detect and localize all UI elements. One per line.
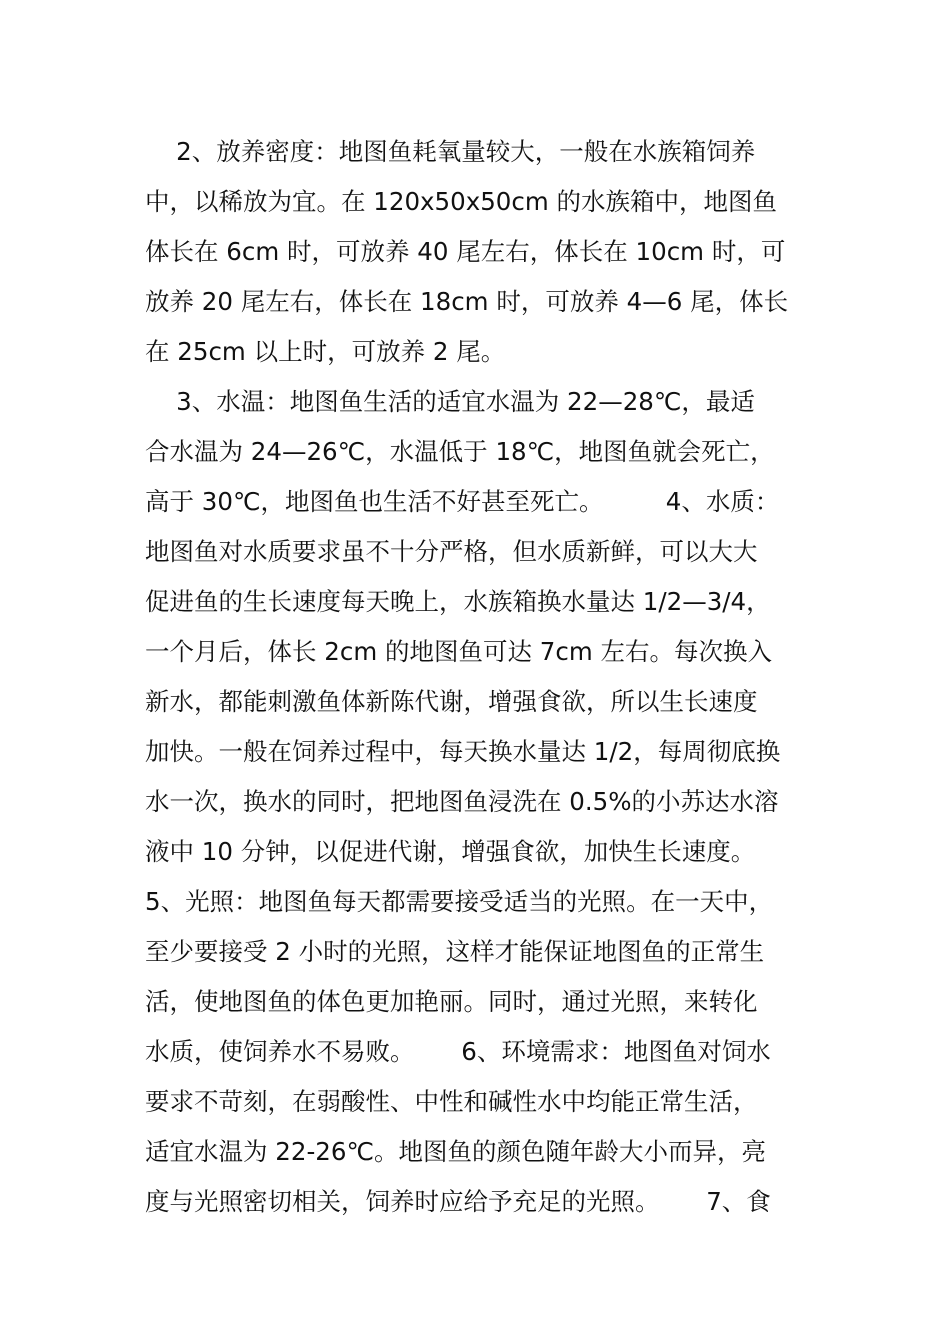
text-line: 水一次，换水的同时，把地图鱼浸洗在 0.5%的小苏达水溶 xyxy=(145,787,779,816)
text-line: 2、放养密度：地图鱼耗氧量较大，一般在水族箱饲养 xyxy=(145,137,756,166)
text-line: 3、水温：地图鱼生活的适宜水温为 22—28℃，最适 xyxy=(145,387,755,416)
text-line: 度与光照密切相关，饲养时应给予充足的光照。 7、食 xyxy=(145,1187,771,1216)
text-line: 中，以稀放为宜。在 120x50x50cm 的水族箱中，地图鱼 xyxy=(145,187,778,216)
text-line: 促进鱼的生长速度每天晚上，水族箱换水量达 1/2—3/4， xyxy=(145,587,771,616)
text-line: 体长在 6cm 时，可放养 40 尾左右，体长在 10cm 时，可 xyxy=(145,237,786,266)
text-line: 要求不苛刻，在弱酸性、中性和碱性水中均能正常生活， xyxy=(145,1087,758,1116)
text-line: 5、光照：地图鱼每天都需要接受适当的光照。在一天中， xyxy=(145,887,774,916)
text-line: 新水，都能刺激鱼体新陈代谢，增强食欲，所以生长速度 xyxy=(145,687,758,716)
text-line: 地图鱼对水质要求虽不十分严格，但水质新鲜，可以大大 xyxy=(145,537,758,566)
text-line: 水质，使饲养水不易败。 6、环境需求：地图鱼对饲水 xyxy=(145,1037,771,1066)
text-line: 在 25cm 以上时，可放养 2 尾。 xyxy=(145,337,506,366)
text-line: 合水温为 24—26℃，水温低于 18℃，地图鱼就会死亡， xyxy=(145,437,775,466)
text-line: 加快。一般在饲养过程中，每天换水量达 1/2，每周彻底换 xyxy=(145,737,781,766)
text-line: 适宜水温为 22-26℃。地图鱼的颜色随年龄大小而异，亮 xyxy=(145,1137,766,1166)
text-line: 液中 10 分钟，以促进代谢，增强食欲，加快生长速度。 xyxy=(145,837,756,866)
text-line: 一个月后，体长 2cm 的地图鱼可达 7cm 左右。每次换入 xyxy=(145,637,772,666)
text-line: 至少要接受 2 小时的光照，这样才能保证地图鱼的正常生 xyxy=(145,937,765,966)
body-text xyxy=(145,127,807,1227)
text-line: 高于 30℃，地图鱼也生活不好甚至死亡。 4、水质： xyxy=(145,487,780,516)
text-line: 活，使地图鱼的体色更加艳丽。同时，通过光照，来转化 xyxy=(145,987,758,1016)
text-line: 放养 20 尾左右，体长在 18cm 时，可放养 4—6 尾，体长 xyxy=(145,287,789,316)
